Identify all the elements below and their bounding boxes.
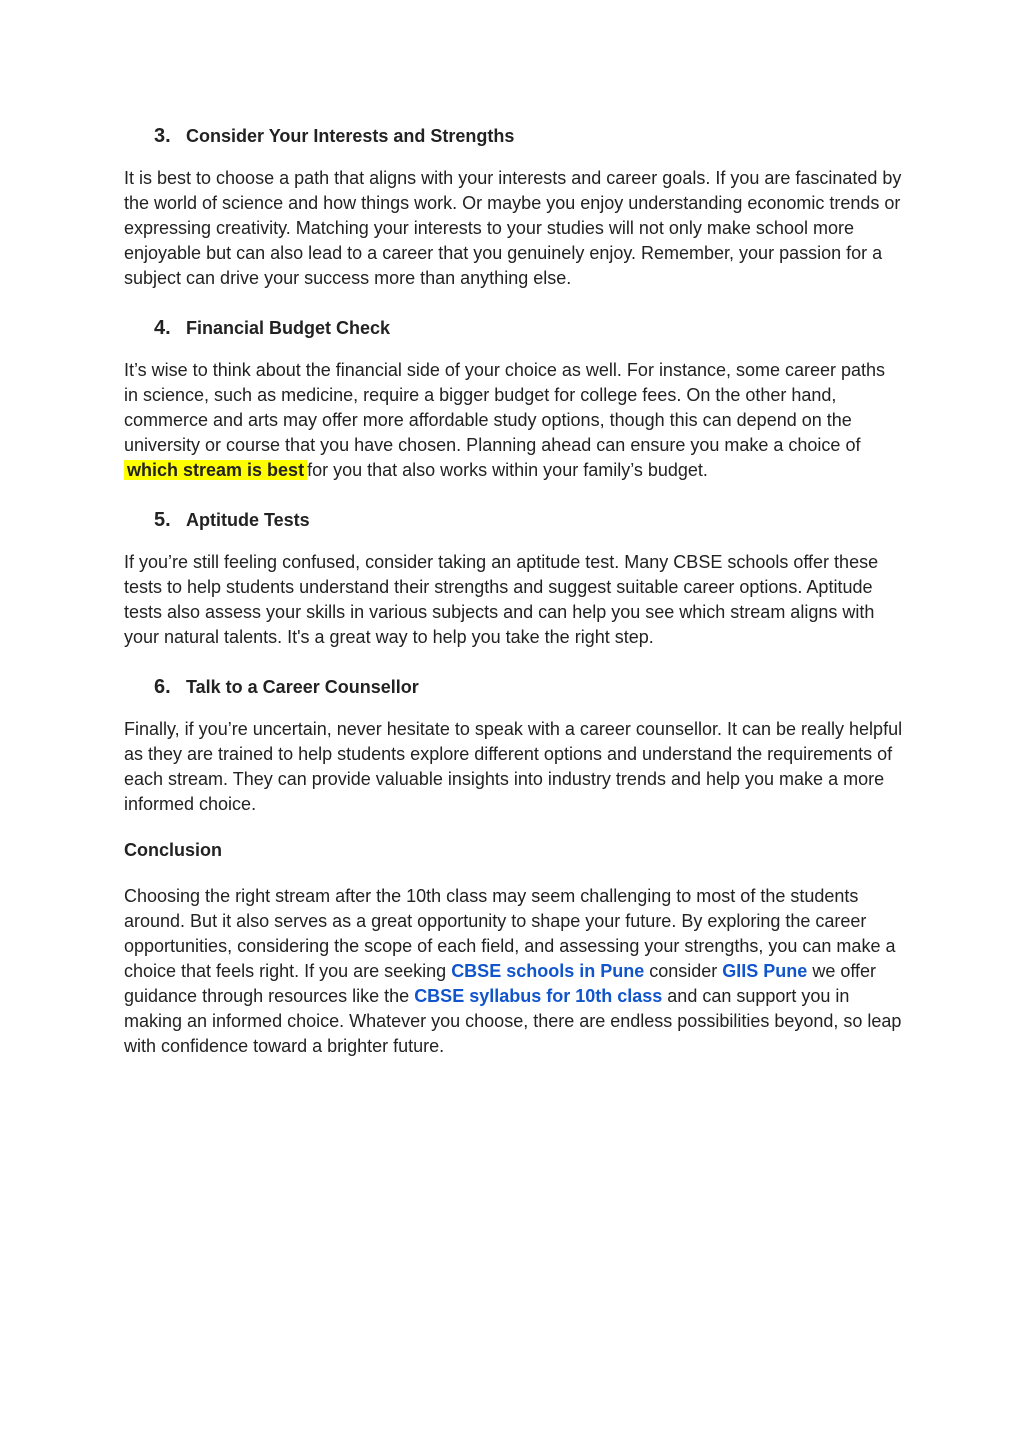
section-heading-counsellor	[124, 671, 904, 703]
paragraph-text: and can support you in making an informed choice. Whatever you choose, there are endless possibilities beyond, so leap with confidence toward a brighter future.	[124, 986, 902, 1056]
section-title: Financial Budget Check	[186, 318, 391, 338]
cbse-syllabus-link[interactable]: CBSE syllabus for 10th class	[414, 986, 663, 1006]
section-paragraph: Finally, if you’re uncertain, never hesitate to speak with a career counsellor. It can be really helpful as they are trained to help students explore different options and understand the requirements of each stream. They can provide valuable insights into industry trends and help you make a more informed choice.	[124, 719, 903, 814]
section-number: 5.	[154, 509, 171, 531]
document-page	[124, 120, 904, 1080]
section-heading-interests	[124, 120, 904, 152]
section-heading-budget	[124, 312, 904, 344]
conclusion-heading: Conclusion	[124, 840, 222, 860]
section-title: Consider Your Interests and Strengths	[186, 126, 515, 146]
section-number: 3.	[154, 125, 171, 147]
section-number: 4.	[154, 317, 171, 339]
section-paragraph: If you’re still feeling confused, consider taking an aptitude test. Many CBSE schools offer these tests to help students understand their strengths and suggest suitable career options. Aptitude tests also assess your skills in various subjects and can help you see which stream aligns with your natural talents. It's a great way to help you take the right step.	[124, 552, 879, 647]
section-paragraph: It is best to choose a path that aligns with your interests and career goals. If you are fascinated by the world of science and how things work. Or maybe you enjoy understanding economic trends or expressing creativity. Matching your interests to your studies will not only make school more enjoyable but can also lead to a career that you genuinely enjoy. Remember, your passion for a subject can drive your success more than anything else.	[124, 168, 902, 288]
conclusion-paragraph	[124, 884, 904, 1059]
paragraph-text: consider	[644, 961, 723, 981]
paragraph-text: It’s wise to think about the financial side of your choice as well. For instance, some career paths in science, such as medicine, require a bigger budget for college fees. On the other hand, commerce and arts may offer more affordable study options, though this can depend on the university or course that you have chosen. Planning ahead can ensure you make a choice of	[124, 360, 886, 455]
cbse-schools-pune-link[interactable]: CBSE schools in Pune	[451, 961, 645, 981]
paragraph-text: for you that also works within your family’s budget.	[307, 460, 708, 480]
section-number: 6.	[154, 676, 171, 698]
section-heading-aptitude	[124, 504, 904, 536]
section-title: Aptitude Tests	[186, 510, 310, 530]
section-paragraph	[124, 358, 904, 483]
paragraph-text: Choosing the right stream after the 10th class may seem challenging to most of the students around. But it also serves as a great opportunity to shape your future. By exploring the career opportunities, considering the scope of each field, and assessing your strengths, you can make a choice that feels right. If you are seeking	[124, 886, 896, 981]
giis-pune-link[interactable]: GIIS Pune	[722, 961, 808, 981]
paragraph-text: we offer guidance through resources like the	[124, 961, 877, 1006]
section-title: Talk to a Career Counsellor	[186, 677, 419, 697]
highlighted-phrase: which stream is best	[124, 460, 307, 480]
